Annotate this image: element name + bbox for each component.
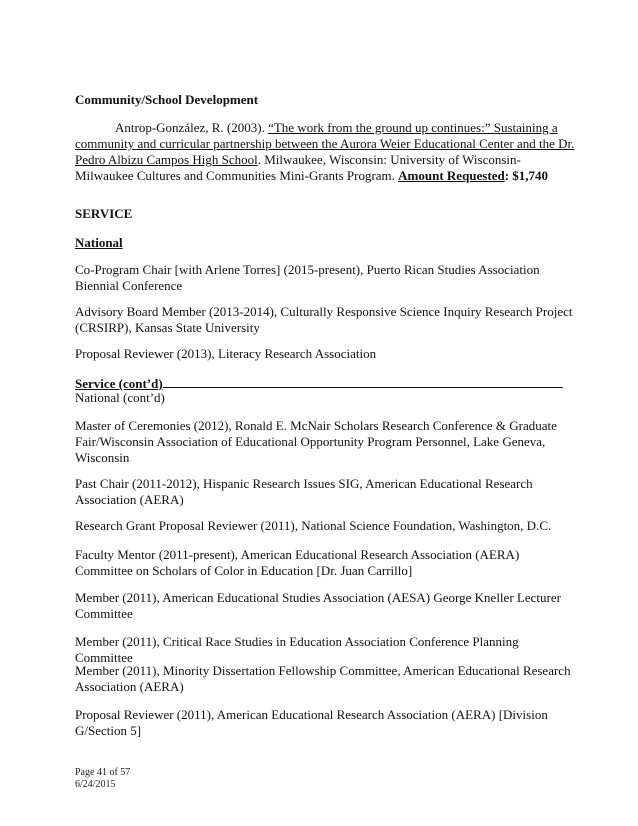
grant-source: . Milwaukee, Wisconsin: University of Wisconsin-Milwaukee Cultures and Communities Mini-Grants Program. xyxy=(75,152,521,183)
footer-date: 6/24/2015 xyxy=(75,779,116,790)
service-entry: Proposal Reviewer (2011), American Educational Research Association (AERA) [Division G/Section 5] xyxy=(75,707,548,738)
service-entry: Master of Ceremonies (2012), Ronald E. McNair Scholars Research Conference & Graduate Fair/Wisconsin Association of Educational Opportunity Program Personnel, Lake Geneva, Wisconsin xyxy=(75,418,557,465)
service-entry: Co-Program Chair [with Arlene Torres] (2015-present), Puerto Rican Studies Association Biennial Conference xyxy=(75,262,540,293)
service-contd-label: Service (cont’d) xyxy=(75,376,163,391)
grant-amount-label: Amount Requested xyxy=(398,168,505,183)
service-entry: Advisory Board Member (2013-2014), Culturally Responsive Science Inquiry Research Project (CRSIRP), Kansas State University xyxy=(75,304,573,335)
grant-entry xyxy=(75,120,575,184)
service-entry: Faculty Mentor (2011-present), American Educational Research Association (AERA) Committee on Scholars of Color in Education [Dr. Juan Carrillo] xyxy=(75,547,520,578)
service-entry: Proposal Reviewer (2013), Literacy Research Association xyxy=(75,346,377,361)
service-entry: Past Chair (2011-2012), Hispanic Research Issues SIG, American Educational Research Association (AERA) xyxy=(75,476,533,507)
grant-amount-value: : $1,740 xyxy=(504,168,549,183)
national-contd-label: National (cont’d) xyxy=(75,390,165,405)
service-entry: Member (2011), Minority Dissertation Fellowship Committee, American Educational Research Association (AERA) xyxy=(75,663,571,694)
heading-service: SERVICE xyxy=(75,206,133,221)
grant-title: “The work from the ground up continues:” Sustaining a community and curricular partnership between the Aurora Weier Educational Center and the Dr. Pedro Albizu Campos High School xyxy=(75,120,575,167)
service-entry: Member (2011), American Educational Studies Association (AESA) George Kneller Lecturer Committee xyxy=(75,590,561,621)
heading-community-development: Community/School Development xyxy=(75,92,259,107)
service-entry: Member (2011), Critical Race Studies in Education Association Conference Planning Committee xyxy=(75,634,519,665)
heading-rule xyxy=(163,375,563,388)
subheading-national: National xyxy=(75,235,123,250)
grant-authors: Antrop-González, R. (2003). xyxy=(115,120,269,135)
footer-page-number: Page 41 of 57 xyxy=(75,767,131,778)
service-entry: Research Grant Proposal Reviewer (2011), National Science Foundation, Washington, D.C. xyxy=(75,518,552,533)
